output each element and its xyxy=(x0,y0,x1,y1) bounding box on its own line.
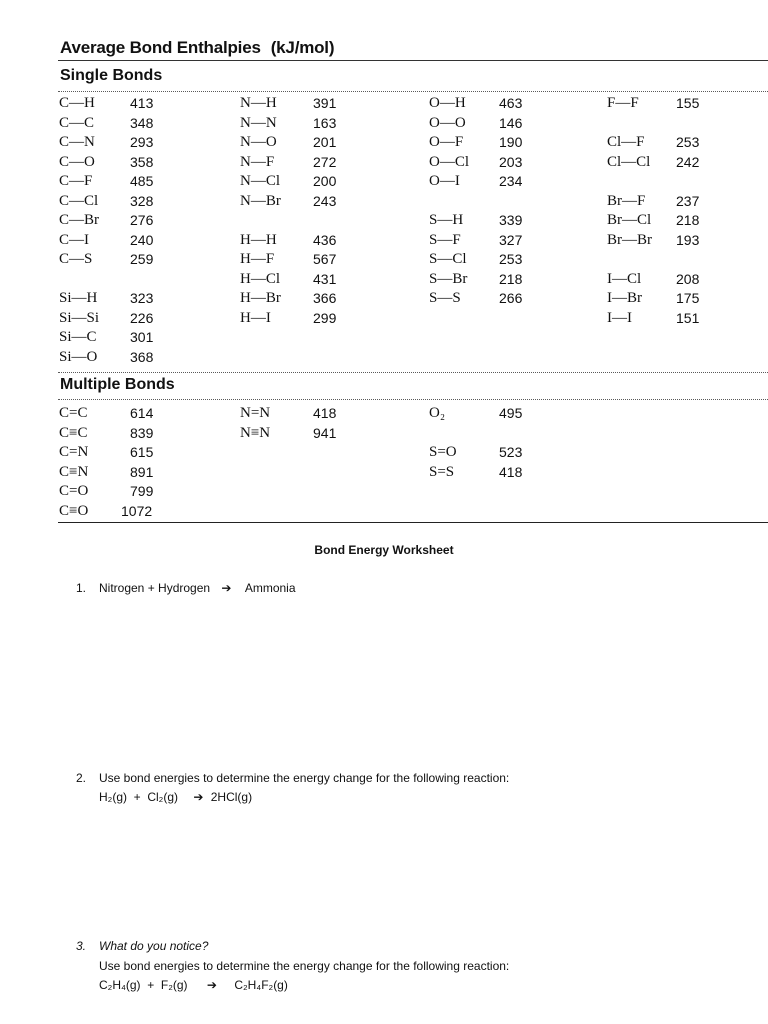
bond-enthalpy-value: 523 xyxy=(499,444,523,460)
question-3 xyxy=(0,937,768,997)
bond-enthalpy-value: 941 xyxy=(313,424,337,441)
question-2-equation xyxy=(99,788,252,807)
bond-type: S=O xyxy=(429,444,457,460)
bond-type: H—Cl xyxy=(240,270,281,287)
bond-type: S—Cl xyxy=(429,251,467,267)
bond-enthalpy-value: 839 xyxy=(130,424,154,441)
multiple-bonds-heading: Multiple Bonds xyxy=(60,376,175,393)
bond-type: C=O xyxy=(59,483,89,499)
bond-enthalpy-value: 436 xyxy=(313,231,337,248)
bond-type: H—F xyxy=(240,251,275,267)
bond-enthalpy-value: 348 xyxy=(130,114,154,131)
bond-type: Si—C xyxy=(59,329,97,345)
table-title-text: Average Bond Enthalpies xyxy=(60,38,261,57)
bond-type: C—O xyxy=(59,153,95,170)
bond-enthalpy-value: 567 xyxy=(313,251,337,267)
bond-enthalpy-value: 218 xyxy=(499,270,523,287)
bond-enthalpy-value: 495 xyxy=(499,405,523,421)
bond-type: Br—Br xyxy=(607,231,652,248)
bond-enthalpy-value: 323 xyxy=(130,290,154,306)
single-bonds-rule xyxy=(58,91,768,92)
table-bottom-rule xyxy=(58,522,768,523)
bond-type: O—H xyxy=(429,95,466,111)
question-2-product: 2HCl(g) xyxy=(210,790,253,804)
bond-enthalpy-value: 614 xyxy=(130,405,154,421)
worksheet-title: Bond Energy Worksheet xyxy=(314,543,454,557)
bond-enthalpy-value: 243 xyxy=(313,192,337,209)
bond-type: I—Cl xyxy=(607,270,642,287)
bond-enthalpy-value: 368 xyxy=(130,348,154,365)
table-unit: (kJ/mol) xyxy=(270,38,335,57)
bond-type: S—S xyxy=(429,290,461,306)
bond-type: N—Cl xyxy=(240,173,281,189)
bond-enthalpy-value: 259 xyxy=(130,251,154,267)
bond-type: Br—Cl xyxy=(607,212,652,228)
bond-type: O—I xyxy=(429,173,460,189)
bond-enthalpy-value: 208 xyxy=(676,270,700,287)
question-3-text: Use bond energies to determine the energy change for the following reaction: xyxy=(99,959,510,973)
bond-type: Cl—Cl xyxy=(607,153,651,170)
bond-enthalpy-value: 151 xyxy=(676,309,700,326)
bond-enthalpy-value: 418 xyxy=(313,405,337,421)
bond-enthalpy-value: 391 xyxy=(313,95,337,111)
bond-enthalpy-value: 218 xyxy=(676,212,700,228)
bond-enthalpy-value: 234 xyxy=(499,173,523,189)
arrow-icon: ➔ xyxy=(206,978,217,992)
bond-type: F—F xyxy=(607,95,639,111)
bond-type: C—I xyxy=(59,231,89,248)
bond-type: I—I xyxy=(607,309,632,326)
bond-enthalpy-value: 293 xyxy=(130,134,154,150)
multiple-bonds-rule xyxy=(58,399,768,400)
bond-type: C≡C xyxy=(59,424,88,441)
title-rule xyxy=(58,60,768,61)
bond-enthalpy-value: 146 xyxy=(499,114,523,131)
question-3-product: C₂H₄F₂(g) xyxy=(234,978,288,992)
bond-enthalpy-value: 276 xyxy=(130,212,154,228)
bond-type: N≡N xyxy=(240,424,271,441)
bond-enthalpy-value: 358 xyxy=(130,153,154,170)
arrow-icon: ➔ xyxy=(193,790,204,804)
question-3-number: 3. xyxy=(76,939,87,953)
question-1-product: Ammonia xyxy=(244,581,296,595)
multiple-bonds-top-rule xyxy=(58,372,768,373)
bond-type: C—H xyxy=(59,95,95,111)
bond-type: N—H xyxy=(240,95,277,111)
bond-enthalpy-value: 200 xyxy=(313,173,337,189)
single-bonds-heading: Single Bonds xyxy=(60,67,163,84)
bond-type: Si—Si xyxy=(59,309,100,326)
question-3-notice: What do you notice? xyxy=(99,939,209,953)
bond-enthalpy-value: 413 xyxy=(130,95,154,111)
bond-enthalpy-value: 799 xyxy=(130,483,154,499)
bond-type: C—F xyxy=(59,173,93,189)
bond-enthalpy-value: 615 xyxy=(130,444,154,460)
bond-type: C=N xyxy=(59,444,89,460)
bond-enthalpy-value: 366 xyxy=(313,290,337,306)
bond-enthalpy-value: 155 xyxy=(676,95,700,111)
bond-enthalpy-value: 891 xyxy=(130,463,154,480)
bond-type: O₂ xyxy=(429,405,446,421)
bond-enthalpy-value: 272 xyxy=(313,153,337,170)
bond-enthalpy-value: 1072 xyxy=(121,502,153,519)
arrow-icon: ➔ xyxy=(221,581,232,595)
bond-enthalpy-value: 328 xyxy=(130,192,154,209)
bond-type: N—F xyxy=(240,153,275,170)
bond-enthalpy-value: 203 xyxy=(499,153,523,170)
bond-type: Cl—F xyxy=(607,134,645,150)
bond-type: H—I xyxy=(240,309,271,326)
bond-enthalpy-value: 431 xyxy=(313,270,337,287)
table-title xyxy=(60,38,334,58)
bond-type: Br—F xyxy=(607,192,646,209)
bond-type: O—F xyxy=(429,134,464,150)
bond-enthalpy-value: 327 xyxy=(499,231,523,248)
bond-enthalpy-value: 175 xyxy=(676,290,700,306)
bond-enthalpy-value: 301 xyxy=(130,329,154,345)
bond-enthalpy-value: 253 xyxy=(676,134,700,150)
bond-type: C=C xyxy=(59,405,88,421)
bond-type: N—N xyxy=(240,114,277,131)
bond-type: C—N xyxy=(59,134,95,150)
bond-enthalpy-value: 418 xyxy=(499,463,523,480)
bond-type: C—S xyxy=(59,251,93,267)
bond-type: C≡N xyxy=(59,463,89,480)
bond-enthalpy-value: 339 xyxy=(499,212,523,228)
bond-type: O—O xyxy=(429,114,466,131)
bond-type: S=S xyxy=(429,463,455,480)
bond-enthalpy-value: 226 xyxy=(130,309,154,326)
question-2-reactants: H₂(g) + Cl₂(g) xyxy=(99,790,178,804)
bond-type: Si—O xyxy=(59,348,98,365)
bond-type: C—Cl xyxy=(59,192,99,209)
bond-type: S—F xyxy=(429,231,461,248)
bond-enthalpy-value: 485 xyxy=(130,173,154,189)
question-1-text xyxy=(99,579,296,598)
bond-enthalpy-value: 201 xyxy=(313,134,337,150)
bond-type: I—Br xyxy=(607,290,642,306)
bond-enthalpy-value: 253 xyxy=(499,251,523,267)
bond-enthalpy-value: 240 xyxy=(130,231,154,248)
bond-type: O—Cl xyxy=(429,153,470,170)
question-2 xyxy=(0,769,768,809)
bond-enthalpy-value: 299 xyxy=(313,309,337,326)
bond-type: N—O xyxy=(240,134,277,150)
bond-enthalpy-value: 163 xyxy=(313,114,337,131)
bond-type: N—Br xyxy=(240,192,281,209)
bond-enthalpy-value: 242 xyxy=(676,153,700,170)
bond-enthalpy-value: 266 xyxy=(499,290,523,306)
bond-type: N=N xyxy=(240,405,271,421)
question-2-text: Use bond energies to determine the energy change for the following reaction: xyxy=(99,771,510,785)
bond-enthalpy-value: 463 xyxy=(499,95,523,111)
bond-type: C—C xyxy=(59,114,95,131)
bond-type: H—H xyxy=(240,231,277,248)
bond-type: S—H xyxy=(429,212,464,228)
question-3-equation xyxy=(99,976,288,995)
bond-type: C—Br xyxy=(59,212,100,228)
question-2-number: 2. xyxy=(76,771,87,785)
question-3-reactants: C₂H₄(g) + F₂(g) xyxy=(99,978,188,992)
bond-type: S—Br xyxy=(429,270,468,287)
question-1-number: 1. xyxy=(76,581,87,595)
bond-enthalpy-value: 237 xyxy=(676,192,700,209)
question-1-reactants: Nitrogen + Hydrogen xyxy=(99,581,211,595)
bond-type: C≡O xyxy=(59,502,89,519)
bond-enthalpy-value: 190 xyxy=(499,134,523,150)
bond-type: Si—H xyxy=(59,290,98,306)
bond-enthalpy-value: 193 xyxy=(676,231,700,248)
bond-type: H—Br xyxy=(240,290,281,306)
